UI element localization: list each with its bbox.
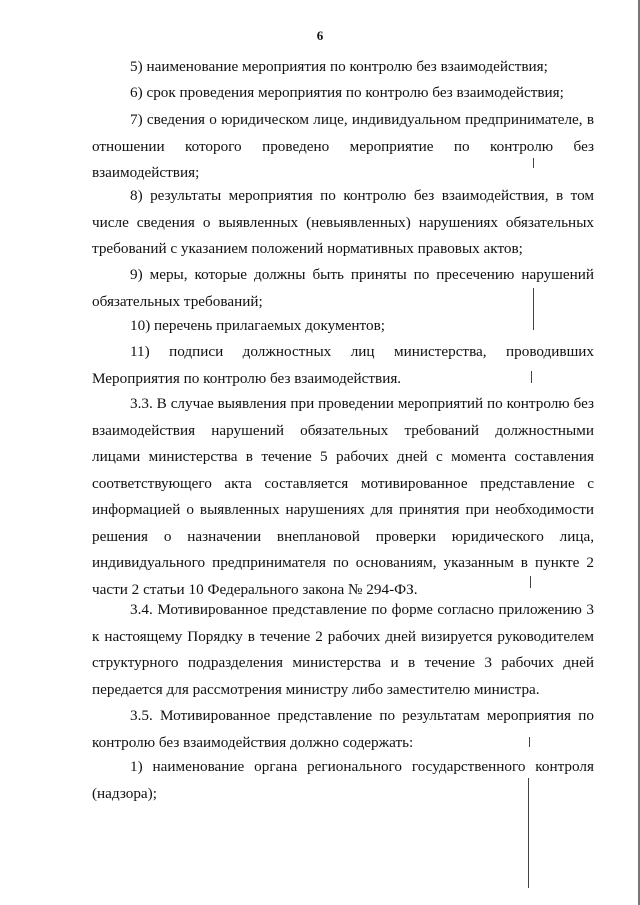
scan-mark xyxy=(531,371,532,383)
paragraph-3-5: 3.5. Мотивированное представление по результатам мероприятия по контролю без взаимодействия должно содержать: xyxy=(92,707,594,751)
paragraph-3-3: 3.3. В случае выявления при проведении мероприятий по контролю без взаимодействия нарушений обязательных требований должностными лицами министерства в течение 5 рабочих дней с момента составления соответствующего акта составляется мотивированное представление с информацией о выявленных нарушениях для принятия при необходимости решения о назначении внеплановой проверки юридического лица, индивидуального предпринимателя по основаниям, указанным в пункте 2 части 2 статьи 10 Федерального закона № 294-ФЗ. xyxy=(92,395,594,598)
paragraph-item-11: 11) подписи должностных лиц министерства, проводивших Мероприятия по контролю без взаимодействия. xyxy=(92,343,594,387)
paragraph-item-5: 5) наименование мероприятия по контролю без взаимодействия; xyxy=(130,58,548,75)
paragraph-item-6: 6) срок проведения мероприятия по контролю без взаимодействия; xyxy=(130,84,564,101)
paragraph-sub-1: 1) наименование органа регионального государственного контроля (надзора); xyxy=(92,758,594,802)
paragraph-3-4: 3.4. Мотивированное представление по форме согласно приложению 3 к настоящему Порядку в течение 2 рабочих дней визируется руководителем структурного подразделения министерства и в течение 3 рабочих дней передается для рассмотрения министру либо заместителю министра. xyxy=(92,601,594,698)
paragraph-item-10: 10) перечень прилагаемых документов; xyxy=(130,317,385,334)
scan-mark xyxy=(533,288,534,330)
scan-mark xyxy=(529,737,530,747)
paragraph-item-9: 9) меры, которые должны быть приняты по пресечению нарушений обязательных требований; xyxy=(92,266,594,310)
paragraph-item-7: 7) сведения о юридическом лице, индивидуальном предпринимателе, в отношении которого проведено мероприятие по контролю без взаимодействия; xyxy=(92,111,594,181)
scan-mark xyxy=(528,778,529,888)
page-number: 6 xyxy=(316,28,324,43)
scan-mark xyxy=(533,158,534,168)
scan-mark xyxy=(530,576,531,588)
paragraph-item-8: 8) результаты мероприятия по контролю без взаимодействия, в том числе сведения о выявленных (невыявленных) нарушениях обязательных требований с указанием положений нормативных правовых актов; xyxy=(92,187,594,257)
